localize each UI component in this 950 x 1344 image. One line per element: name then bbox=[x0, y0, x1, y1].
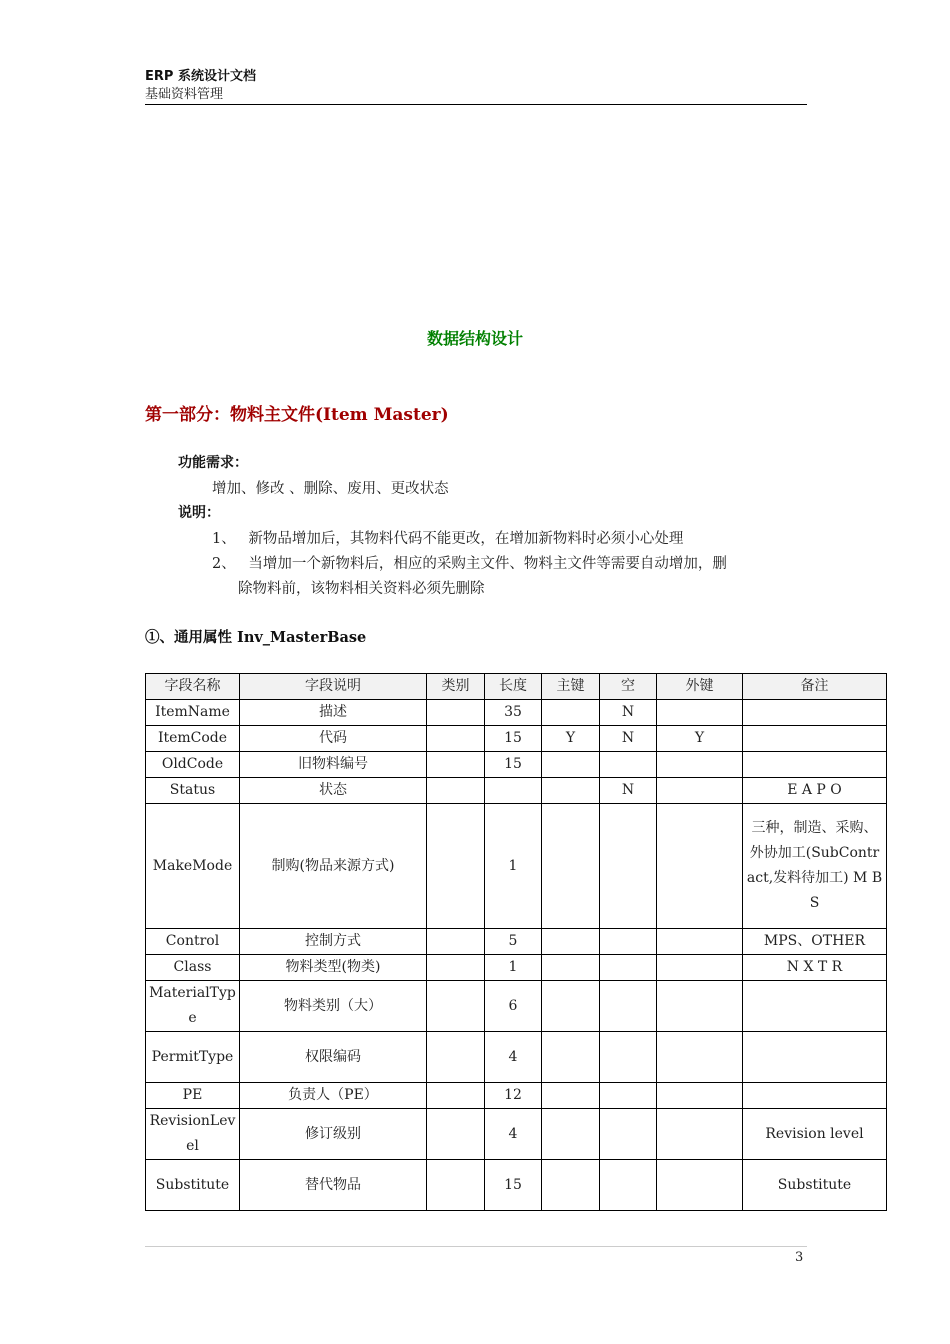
table-cell: MPS、OTHER bbox=[743, 929, 887, 955]
table-cell bbox=[542, 1032, 600, 1083]
table-cell: ItemName bbox=[146, 700, 240, 726]
table-cell: Y bbox=[542, 726, 600, 752]
table-cell bbox=[743, 1083, 887, 1109]
table-cell bbox=[600, 1160, 657, 1211]
doc-name: ERP 系统设计文档 bbox=[145, 69, 256, 84]
table-cell: 15 bbox=[485, 726, 542, 752]
table-cell bbox=[542, 981, 600, 1032]
table-cell: 物料类别（大） bbox=[240, 981, 427, 1032]
table-cell bbox=[600, 1109, 657, 1160]
table-cell bbox=[657, 929, 743, 955]
table-row bbox=[146, 752, 887, 778]
table-cell bbox=[743, 726, 887, 752]
table-cell: N X T R bbox=[743, 955, 887, 981]
table-cell: 1 bbox=[485, 804, 542, 929]
col-header: 长度 bbox=[485, 674, 542, 700]
table-cell: 状态 bbox=[240, 778, 427, 804]
col-header: 字段名称 bbox=[146, 674, 240, 700]
table-row bbox=[146, 1160, 887, 1211]
table-cell: 12 bbox=[485, 1083, 542, 1109]
table-cell: 制购(物品来源方式) bbox=[240, 804, 427, 929]
table-cell bbox=[542, 955, 600, 981]
table-cell bbox=[600, 1032, 657, 1083]
table-cell: 负责人（PE） bbox=[240, 1083, 427, 1109]
table-cell: N bbox=[600, 778, 657, 804]
table-cell: MaterialType bbox=[146, 981, 240, 1032]
table-cell: 权限编码 bbox=[240, 1032, 427, 1083]
table-cell bbox=[427, 752, 485, 778]
table-row bbox=[146, 700, 887, 726]
part-title: 第一部分：物料主文件(Item Master) bbox=[145, 405, 449, 425]
table-row bbox=[146, 1083, 887, 1109]
table-cell bbox=[427, 778, 485, 804]
footer-rule bbox=[145, 1246, 807, 1247]
table-cell bbox=[427, 804, 485, 929]
table-cell bbox=[743, 700, 887, 726]
table-cell: 6 bbox=[485, 981, 542, 1032]
table-cell bbox=[657, 1083, 743, 1109]
table-cell bbox=[600, 752, 657, 778]
col-header: 备注 bbox=[743, 674, 887, 700]
table-header-row bbox=[146, 674, 887, 700]
col-header: 字段说明 bbox=[240, 674, 427, 700]
table-row bbox=[146, 929, 887, 955]
table-cell bbox=[657, 804, 743, 929]
note-text: 新物品增加后，其物料代码不能更改，在增加新物料时必须小心处理 bbox=[248, 531, 684, 547]
table-cell bbox=[427, 981, 485, 1032]
table-cell bbox=[600, 804, 657, 929]
table-cell bbox=[427, 955, 485, 981]
header-rule bbox=[145, 104, 807, 105]
table-cell: 替代物品 bbox=[240, 1160, 427, 1211]
note-num: 1、 bbox=[212, 531, 236, 547]
table-cell bbox=[657, 700, 743, 726]
table-cell: 15 bbox=[485, 1160, 542, 1211]
table-cell bbox=[743, 1032, 887, 1083]
table-cell: 控制方式 bbox=[240, 929, 427, 955]
table-cell: 描述 bbox=[240, 700, 427, 726]
fields-table bbox=[145, 673, 887, 1211]
table-cell: N bbox=[600, 726, 657, 752]
table-cell: 三种，制造、采购、外协加工(SubContract,发料待加工) M B S bbox=[743, 804, 887, 929]
table-cell bbox=[542, 1083, 600, 1109]
page-header bbox=[145, 68, 807, 105]
table-cell: Control bbox=[146, 929, 240, 955]
table-cell: 15 bbox=[485, 752, 542, 778]
table-cell: RevisionLevel bbox=[146, 1109, 240, 1160]
table-cell: Substitute bbox=[146, 1160, 240, 1211]
table-cell: Y bbox=[657, 726, 743, 752]
table-cell bbox=[657, 1160, 743, 1211]
attr-section-title: ①、通用属性 Inv_MasterBase bbox=[145, 629, 367, 646]
table-cell: 35 bbox=[485, 700, 542, 726]
table-cell bbox=[542, 700, 600, 726]
table-cell bbox=[600, 929, 657, 955]
table-cell: 修订级别 bbox=[240, 1109, 427, 1160]
table-cell: E A P O bbox=[743, 778, 887, 804]
table-cell: Revision level bbox=[743, 1109, 887, 1160]
table-cell bbox=[427, 1160, 485, 1211]
note-text: 当增加一个新物料后，相应的采购主文件、物料主文件等需要自动增加，删 bbox=[248, 556, 727, 572]
table-cell bbox=[542, 1109, 600, 1160]
table-row bbox=[146, 1032, 887, 1083]
table-row bbox=[146, 981, 887, 1032]
col-header: 空 bbox=[600, 674, 657, 700]
table-cell: 物料类型(物类) bbox=[240, 955, 427, 981]
table-cell bbox=[427, 700, 485, 726]
col-header: 类别 bbox=[427, 674, 485, 700]
table-cell bbox=[542, 929, 600, 955]
table-cell bbox=[743, 752, 887, 778]
note-item-2-cont: 除物料前，该物料相关资料必须先删除 bbox=[238, 581, 485, 597]
notes-label: 说明： bbox=[178, 505, 220, 521]
requirements-text: 增加、修改 、删除、废用、更改状态 bbox=[212, 481, 449, 497]
table-cell bbox=[600, 981, 657, 1032]
table-cell: 5 bbox=[485, 929, 542, 955]
note-item-2 bbox=[212, 552, 727, 573]
table-cell: Status bbox=[146, 778, 240, 804]
note-num: 2、 bbox=[212, 556, 236, 572]
table-row bbox=[146, 955, 887, 981]
table-cell bbox=[427, 1083, 485, 1109]
table-cell: Class bbox=[146, 955, 240, 981]
table-cell bbox=[542, 1160, 600, 1211]
table-cell bbox=[542, 778, 600, 804]
col-header: 主键 bbox=[542, 674, 600, 700]
table-cell bbox=[600, 955, 657, 981]
table-row bbox=[146, 726, 887, 752]
table-cell bbox=[542, 804, 600, 929]
table-row bbox=[146, 804, 887, 929]
requirements-label: 功能需求： bbox=[178, 455, 248, 471]
table-cell: 代码 bbox=[240, 726, 427, 752]
doc-title: 数据结构设计 bbox=[426, 329, 523, 348]
table-cell: 4 bbox=[485, 1109, 542, 1160]
table-cell: PermitType bbox=[146, 1032, 240, 1083]
table-cell bbox=[427, 1109, 485, 1160]
table-cell: MakeMode bbox=[146, 804, 240, 929]
table-cell bbox=[657, 778, 743, 804]
table-cell bbox=[657, 981, 743, 1032]
table-cell: PE bbox=[146, 1083, 240, 1109]
section-name: 基础资料管理 bbox=[145, 87, 224, 102]
table-row bbox=[146, 778, 887, 804]
table-cell: 4 bbox=[485, 1032, 542, 1083]
col-header: 外键 bbox=[657, 674, 743, 700]
table-cell bbox=[657, 1109, 743, 1160]
table-cell: 1 bbox=[485, 955, 542, 981]
table-cell bbox=[600, 1083, 657, 1109]
table-cell bbox=[427, 929, 485, 955]
table-cell bbox=[542, 752, 600, 778]
table-cell bbox=[427, 1032, 485, 1083]
table-cell bbox=[743, 981, 887, 1032]
table-cell: 旧物料编号 bbox=[240, 752, 427, 778]
table-cell: N bbox=[600, 700, 657, 726]
table-cell bbox=[427, 726, 485, 752]
table-cell bbox=[485, 778, 542, 804]
table-cell bbox=[657, 955, 743, 981]
table-cell: Substitute bbox=[743, 1160, 887, 1211]
table-cell: ItemCode bbox=[146, 726, 240, 752]
table-cell bbox=[657, 752, 743, 778]
page-number: 3 bbox=[795, 1250, 804, 1265]
table-row bbox=[146, 1109, 887, 1160]
table-cell bbox=[657, 1032, 743, 1083]
note-item-1 bbox=[212, 527, 683, 548]
table-cell: OldCode bbox=[146, 752, 240, 778]
